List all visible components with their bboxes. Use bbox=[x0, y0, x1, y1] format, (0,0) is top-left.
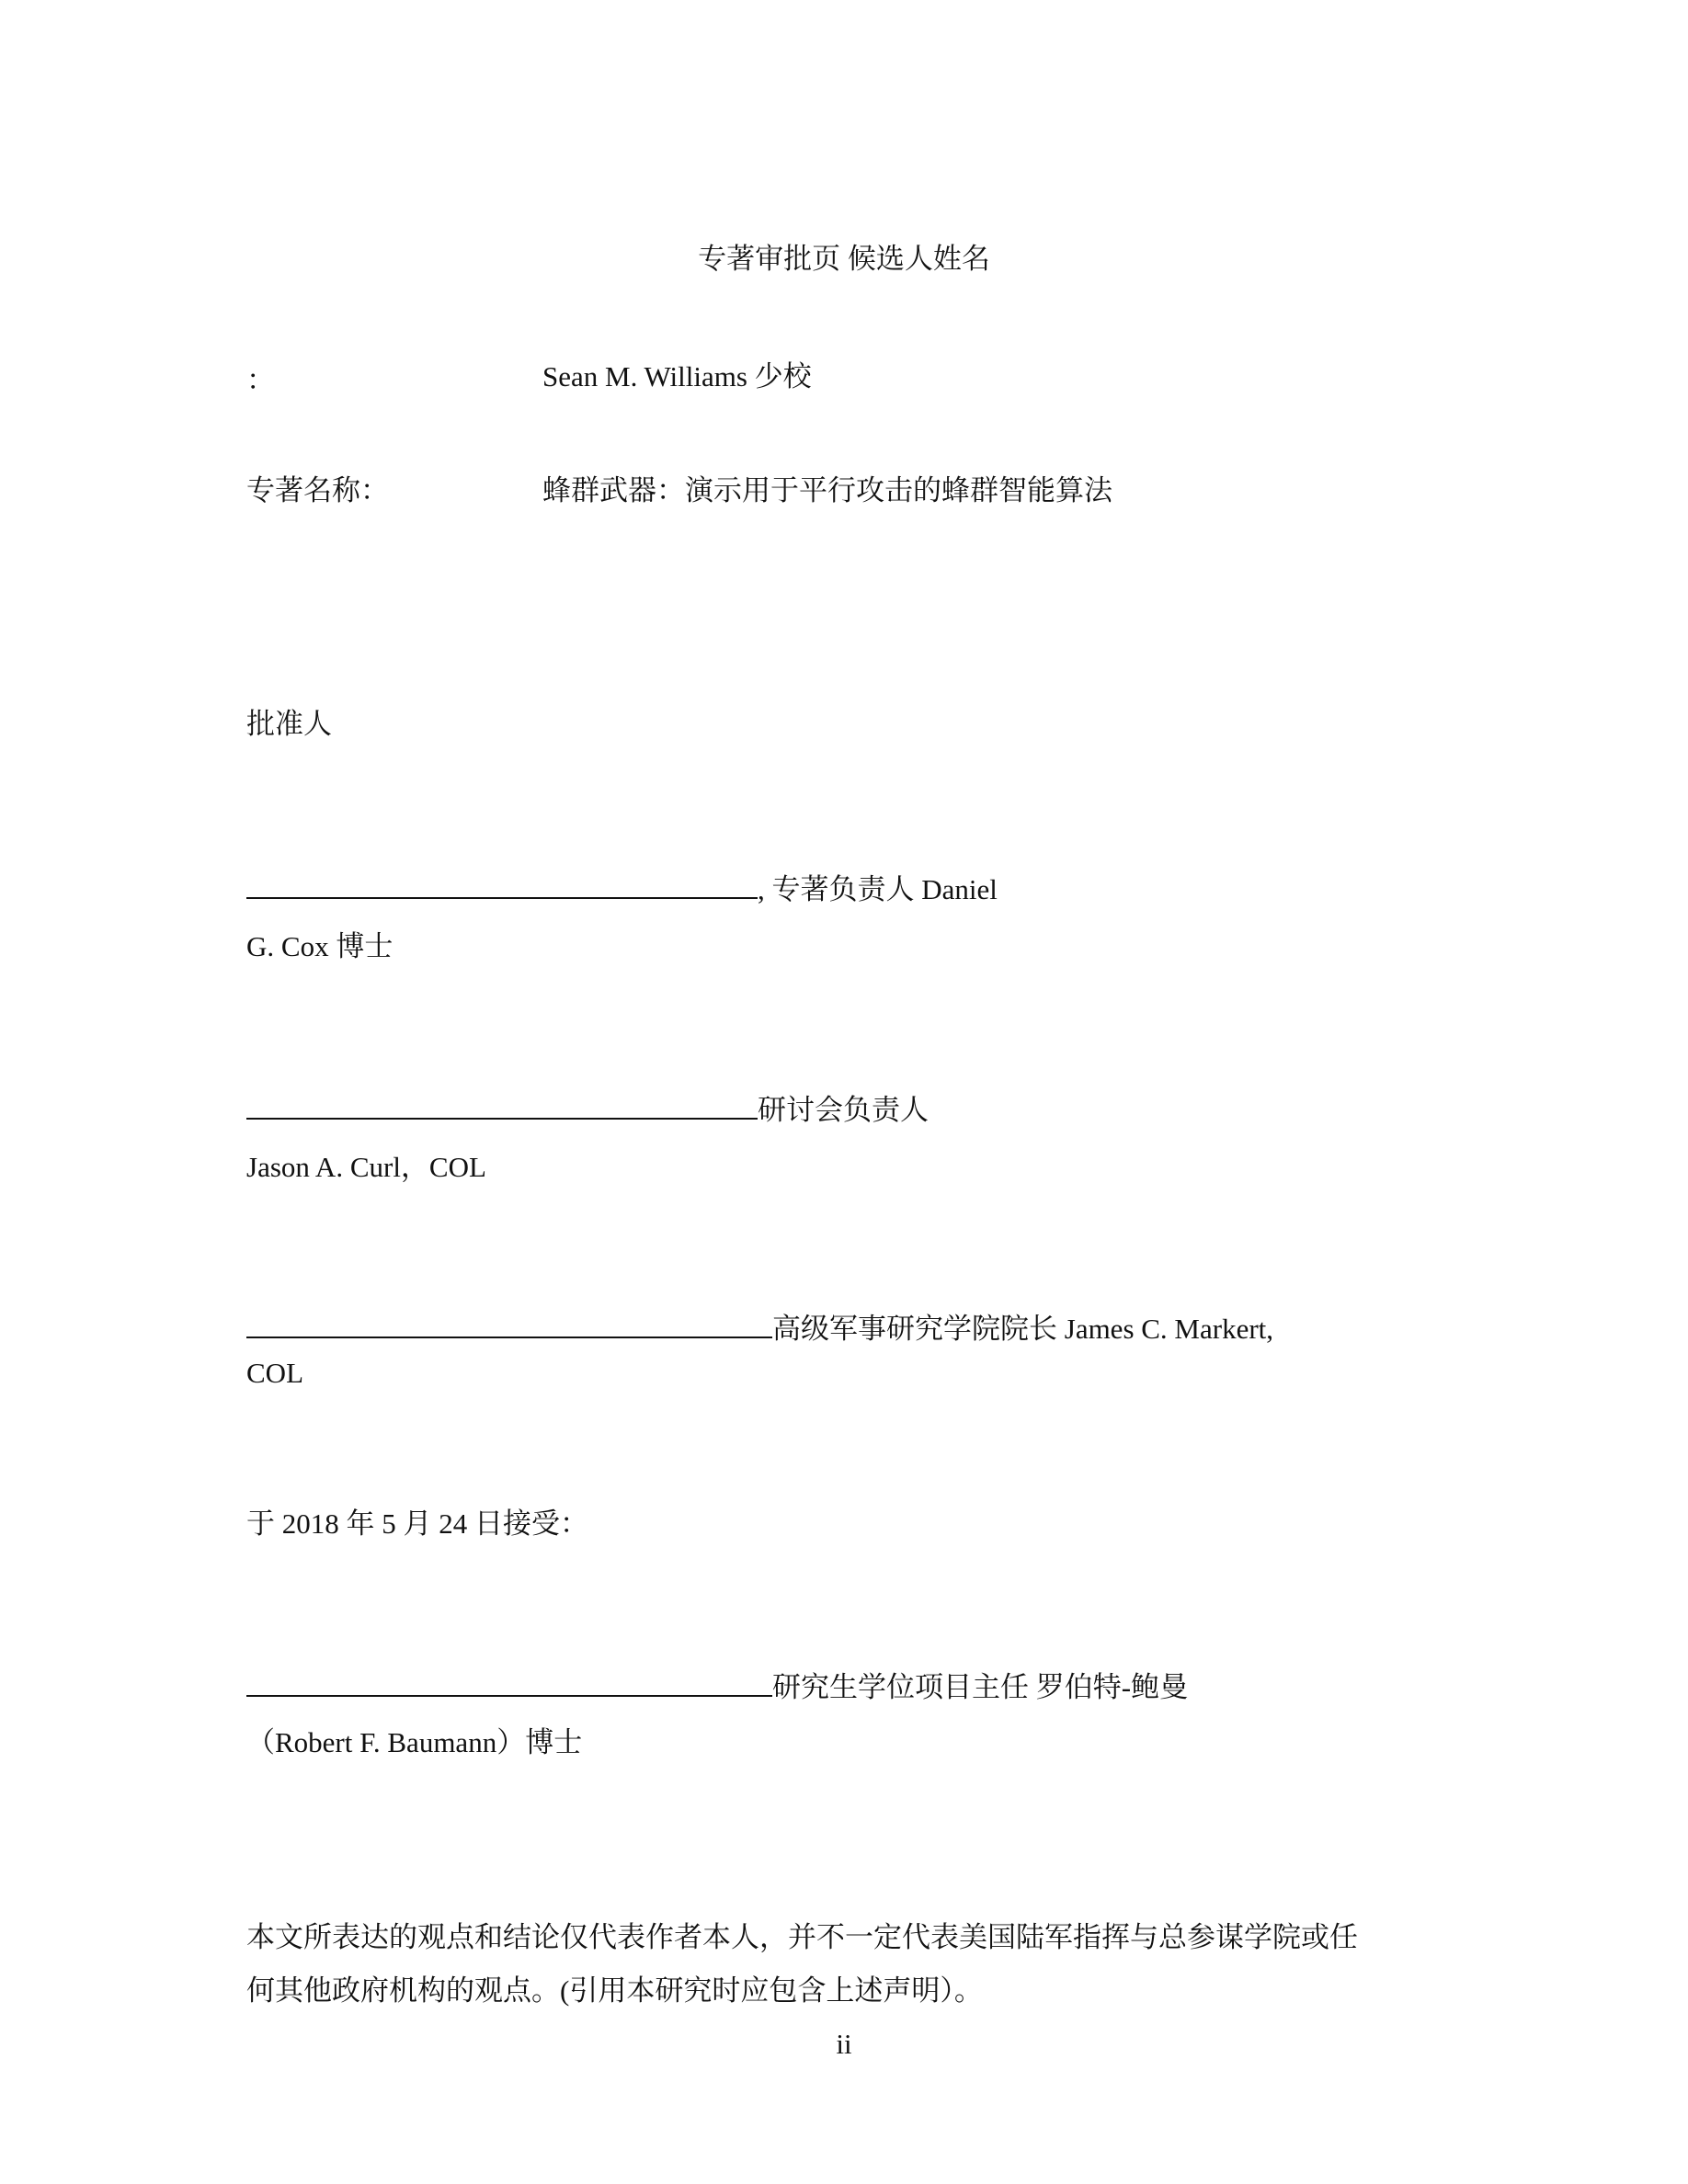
signature-name: COL bbox=[246, 1357, 303, 1389]
signature-block-seminar-leader bbox=[246, 1096, 929, 1124]
signature-role: 研讨会负责人 bbox=[758, 1094, 929, 1126]
signature-line bbox=[246, 1673, 772, 1697]
signature-line bbox=[246, 875, 758, 899]
signature-role: , 专著负责人 Daniel bbox=[758, 873, 998, 905]
disclaimer-line-1: 本文所表达的观点和结论仅代表作者本人，并不一定代表美国陆军指挥与总参谋学院或任 bbox=[246, 1921, 1358, 1953]
signature-block-sams-director bbox=[246, 1314, 1273, 1343]
signature-role: 高级军事研究学院院长 James C. Markert, bbox=[772, 1313, 1274, 1345]
signature-block-graduate-director bbox=[246, 1673, 1188, 1701]
signature-line bbox=[246, 1314, 772, 1338]
signature-name: Jason A. Curl，COL bbox=[246, 1151, 486, 1183]
monograph-label: 专著名称： bbox=[246, 474, 389, 506]
signature-name: （Robert F. Baumann）博士 bbox=[246, 1726, 583, 1758]
accepted-date: 于 2018 年 5 月 24 日接受： bbox=[246, 1507, 588, 1540]
candidate-name: Sean M. Williams 少校 bbox=[542, 360, 812, 392]
signature-line bbox=[246, 1096, 758, 1120]
signature-role: 研究生学位项目主任 罗伯特-鲍曼 bbox=[772, 1671, 1189, 1703]
disclaimer-line-2: 何其他政府机构的观点。(引用本研究时应包含上述声明）。 bbox=[246, 1974, 983, 2007]
approved-by-label: 批准人 bbox=[246, 708, 332, 740]
candidate-label: ： bbox=[246, 364, 275, 396]
signature-block-monograph-director bbox=[246, 875, 998, 904]
page-title: 专著审批页 候选人姓名 bbox=[698, 243, 990, 275]
monograph-title: 蜂群武器：演示用于平行攻击的蜂群智能算法 bbox=[542, 474, 1112, 506]
page-number: ii bbox=[836, 2028, 852, 2060]
signature-name: G. Cox 博士 bbox=[246, 930, 393, 962]
